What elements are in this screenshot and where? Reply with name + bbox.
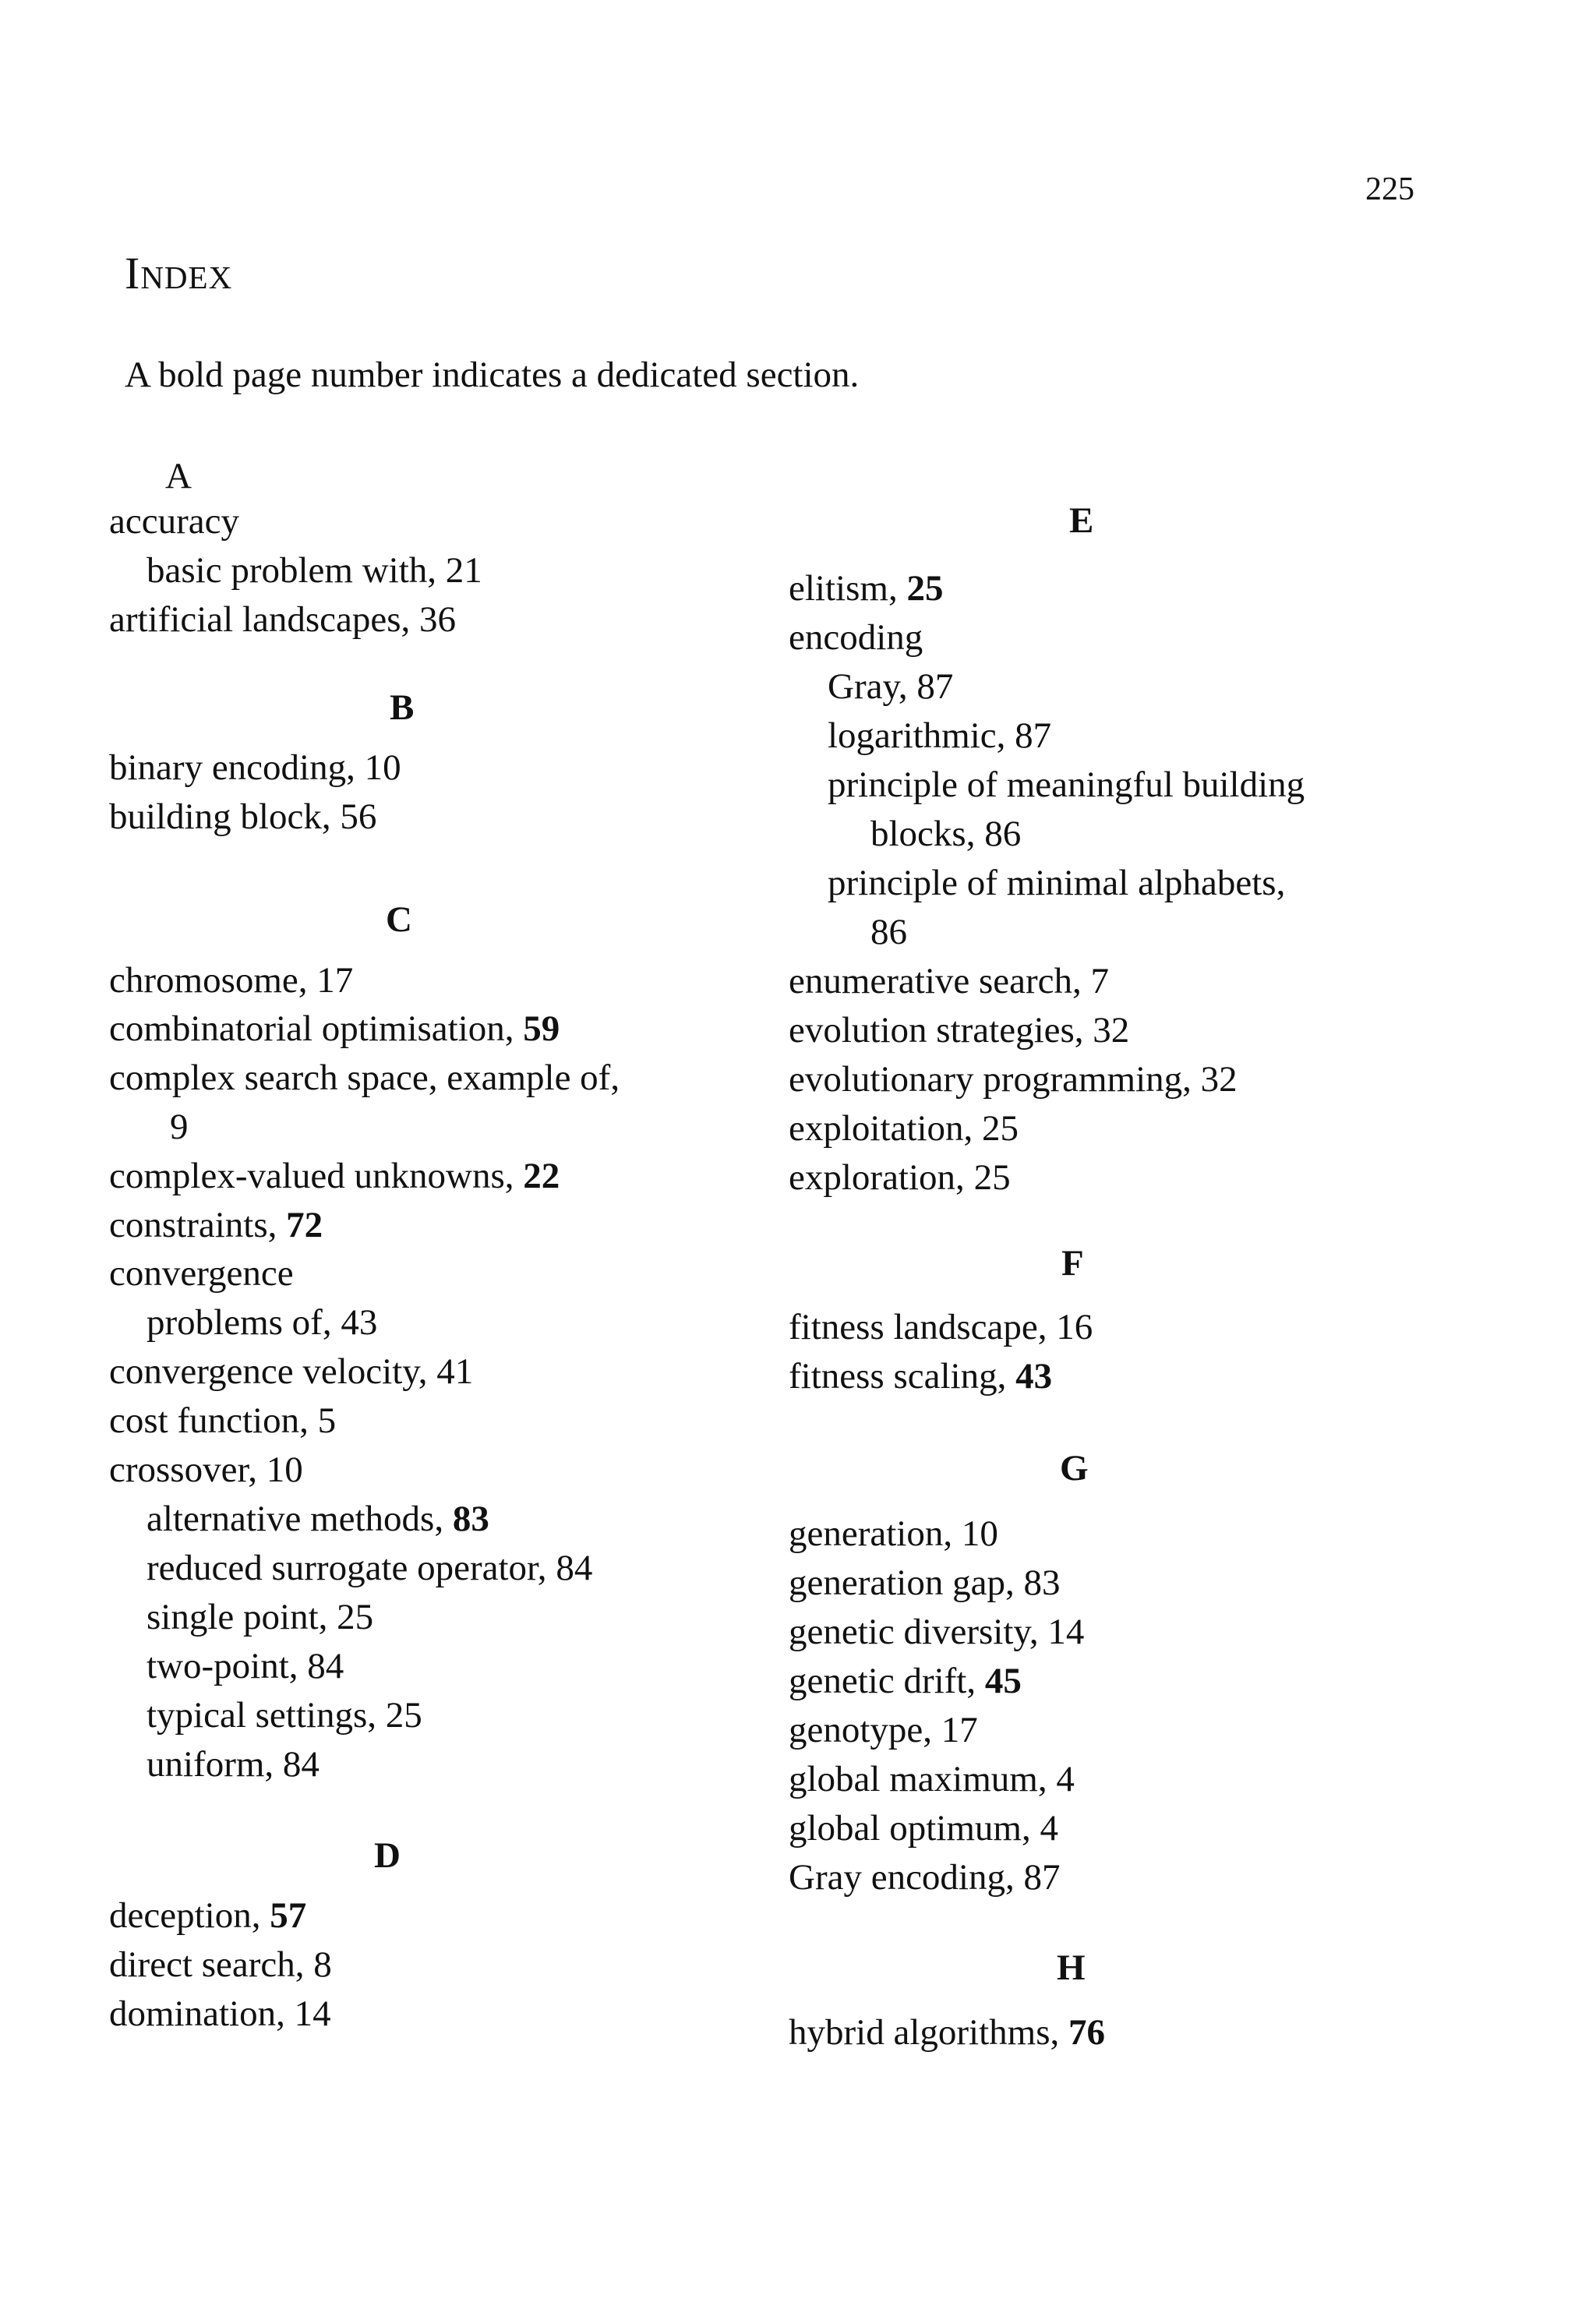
index-term: typical settings, xyxy=(147,1695,386,1736)
index-term: artificial landscapes, xyxy=(109,599,420,640)
index-entry xyxy=(789,1810,1058,1847)
index-term: principle of meaningful building xyxy=(828,765,1305,805)
index-entry xyxy=(789,1309,1093,1346)
index-entry xyxy=(147,1501,489,1538)
index-page-ref: 59 xyxy=(523,1008,560,1049)
index-term: complex-valued unknowns, xyxy=(109,1156,524,1196)
index-page-ref: 17 xyxy=(316,960,354,1001)
index-entry xyxy=(789,1859,1060,1896)
index-entry xyxy=(789,1012,1129,1049)
index-page-ref: 4 xyxy=(1056,1759,1075,1799)
index-page-ref: 76 xyxy=(1068,2012,1105,2053)
index-entry xyxy=(109,1008,560,1049)
index-entry xyxy=(109,796,377,837)
index-term: single point, xyxy=(147,1597,337,1637)
index-page-ref: 8 xyxy=(313,1944,332,1985)
index-page-ref: 43 xyxy=(1015,1356,1053,1397)
index-page-ref: 83 xyxy=(1023,1563,1061,1603)
index-page-ref: 32 xyxy=(1093,1010,1130,1051)
index-term: complex search space, example of, xyxy=(109,1058,620,1098)
index-entry xyxy=(828,865,1285,902)
index-term: genetic diversity, xyxy=(789,1612,1048,1652)
index-term: blocks, xyxy=(870,814,985,854)
index-term: principle of minimal alphabets, xyxy=(828,863,1286,903)
index-term: basic problem with, xyxy=(147,550,446,591)
index-term: crossover, xyxy=(109,1450,267,1490)
index-page-ref: 4 xyxy=(1040,1808,1058,1849)
index-page-ref: 83 xyxy=(452,1499,489,1539)
index-term: direct search, xyxy=(109,1944,314,1985)
index-entry xyxy=(109,1452,303,1488)
index-entry xyxy=(828,666,954,707)
index-page-ref: 36 xyxy=(419,599,457,640)
index-entry xyxy=(789,1358,1052,1395)
index-entry xyxy=(789,1513,998,1554)
index-page-ref: 87 xyxy=(1023,1857,1061,1898)
section-letter-d: D xyxy=(374,1835,401,1876)
index-page-ref: 10 xyxy=(961,1513,998,1554)
index-page-ref: 5 xyxy=(317,1400,337,1441)
index-entry xyxy=(147,1746,320,1783)
index-entry xyxy=(109,1400,337,1441)
index-entry xyxy=(789,2012,1105,2053)
index-term: genotype, xyxy=(789,1710,941,1750)
index-term: convergence velocity, xyxy=(109,1351,437,1392)
index-entry xyxy=(147,1648,344,1685)
index-term: evolution strategies, xyxy=(789,1010,1093,1051)
index-page-ref: 16 xyxy=(1056,1307,1093,1347)
index-entry xyxy=(147,1697,422,1734)
index-title: Index xyxy=(125,248,233,298)
index-term: constraints, xyxy=(109,1205,287,1245)
index-page-ref: 56 xyxy=(340,796,377,837)
index-entry xyxy=(789,570,943,607)
index-page-ref: 14 xyxy=(1047,1612,1085,1652)
index-page-ref: 7 xyxy=(1090,961,1110,1001)
index-entry xyxy=(147,1302,378,1343)
section-letter-a: A xyxy=(165,456,192,496)
index-entry xyxy=(789,1565,1060,1601)
index-page-ref: 84 xyxy=(556,1548,593,1588)
index-term: two-point, xyxy=(147,1646,308,1686)
index-term: genetic drift, xyxy=(789,1661,985,1701)
index-term: chromosome, xyxy=(109,960,317,1001)
index-page-ref: 57 xyxy=(270,1895,307,1936)
index-term: hybrid algorithms, xyxy=(789,2012,1068,2053)
index-entry xyxy=(109,1255,294,1292)
index-page-ref: 25 xyxy=(337,1597,374,1637)
index-entry xyxy=(109,1993,331,2034)
index-term: reduced surrogate operator, xyxy=(147,1548,556,1588)
index-entry xyxy=(789,963,1109,1000)
index-entry xyxy=(109,1158,560,1195)
index-page-ref: 10 xyxy=(364,747,401,788)
index-term: problems of, xyxy=(147,1302,341,1343)
index-term: cost function, xyxy=(109,1400,318,1441)
index-term: fitness scaling, xyxy=(789,1356,1016,1397)
index-term: exploitation, xyxy=(789,1108,983,1149)
index-entry xyxy=(828,767,1305,803)
index-entry xyxy=(109,503,239,540)
index-entry xyxy=(109,599,457,640)
index-page-ref: 87 xyxy=(916,666,954,707)
index-intro: A bold page number indicates a dedicated section. xyxy=(125,355,860,395)
index-page-ref: 25 xyxy=(982,1108,1019,1149)
index-entry xyxy=(789,617,923,658)
index-entry xyxy=(828,715,1052,756)
index-entry xyxy=(789,1614,1084,1651)
index-term: encoding xyxy=(789,617,923,658)
index-page-ref: 87 xyxy=(1015,715,1052,756)
index-term: evolutionary programming, xyxy=(789,1059,1201,1100)
index-term: fitness landscape, xyxy=(789,1307,1057,1347)
index-term: accuracy xyxy=(109,501,239,542)
index-term: Gray, xyxy=(828,666,917,707)
index-term: deception, xyxy=(109,1895,270,1936)
index-term: generation, xyxy=(789,1513,962,1554)
index-entry xyxy=(789,1712,978,1749)
index-entry xyxy=(789,1157,1011,1198)
index-entry xyxy=(870,914,907,951)
index-page-ref: 86 xyxy=(984,814,1022,854)
index-page-ref: 72 xyxy=(286,1205,323,1245)
index-page-ref: 10 xyxy=(266,1450,303,1490)
index-entry xyxy=(109,1351,474,1392)
index-page-ref: 14 xyxy=(294,1993,331,2034)
index-term: domination, xyxy=(109,1993,295,2034)
index-entry xyxy=(147,1550,592,1587)
index-entry xyxy=(789,1108,1019,1149)
index-term: uniform, xyxy=(147,1744,283,1785)
index-page-ref: 43 xyxy=(341,1302,378,1343)
index-term: building block, xyxy=(109,796,341,837)
index-term: elitism, xyxy=(789,568,907,609)
section-letter-h: H xyxy=(1057,1948,1086,1988)
index-term: alternative methods, xyxy=(147,1499,453,1539)
index-page-ref: 45 xyxy=(984,1661,1022,1701)
section-letter-f: F xyxy=(1061,1243,1084,1284)
index-page-ref: 84 xyxy=(282,1744,320,1785)
index-term: exploration, xyxy=(789,1157,974,1198)
index-term: combinatorial optimisation, xyxy=(109,1008,524,1049)
index-term: convergence xyxy=(109,1253,294,1294)
index-entry xyxy=(870,816,1021,853)
index-page-ref: 86 xyxy=(870,912,907,952)
index-entry xyxy=(170,1109,189,1146)
index-term: logarithmic, xyxy=(828,715,1015,756)
index-entry xyxy=(147,550,482,591)
index-entry xyxy=(789,1761,1075,1798)
index-page-ref: 9 xyxy=(170,1107,189,1147)
index-term: global optimum, xyxy=(789,1808,1040,1849)
index-entry xyxy=(109,1060,620,1096)
index-entry xyxy=(109,747,401,788)
index-entry xyxy=(109,1944,332,1985)
page-number: 225 xyxy=(1365,171,1414,207)
index-page-ref: 22 xyxy=(523,1156,560,1196)
section-letter-b: B xyxy=(390,687,415,728)
index-entry xyxy=(789,1061,1238,1098)
index-entry xyxy=(109,1895,307,1936)
index-term: binary encoding, xyxy=(109,747,365,788)
index-page-ref: 21 xyxy=(445,550,482,591)
index-entry xyxy=(109,1207,323,1244)
index-term: enumerative search, xyxy=(789,961,1091,1001)
index-entry xyxy=(147,1599,373,1636)
index-term: Gray encoding, xyxy=(789,1857,1024,1898)
index-page-ref: 84 xyxy=(307,1646,344,1686)
section-letter-g: G xyxy=(1060,1448,1089,1488)
index-page-ref: 25 xyxy=(973,1157,1011,1198)
index-page-ref: 41 xyxy=(436,1351,474,1392)
index-page-ref: 32 xyxy=(1200,1059,1238,1100)
index-page-ref: 25 xyxy=(906,568,944,609)
section-letter-e: E xyxy=(1069,500,1094,541)
index-page-ref: 17 xyxy=(941,1710,978,1750)
index-entry xyxy=(109,962,353,999)
section-letter-c: C xyxy=(386,899,412,940)
index-term: generation gap, xyxy=(789,1563,1024,1603)
index-entry xyxy=(789,1663,1022,1700)
index-term: global maximum, xyxy=(789,1759,1057,1799)
index-page-ref: 25 xyxy=(385,1695,422,1736)
